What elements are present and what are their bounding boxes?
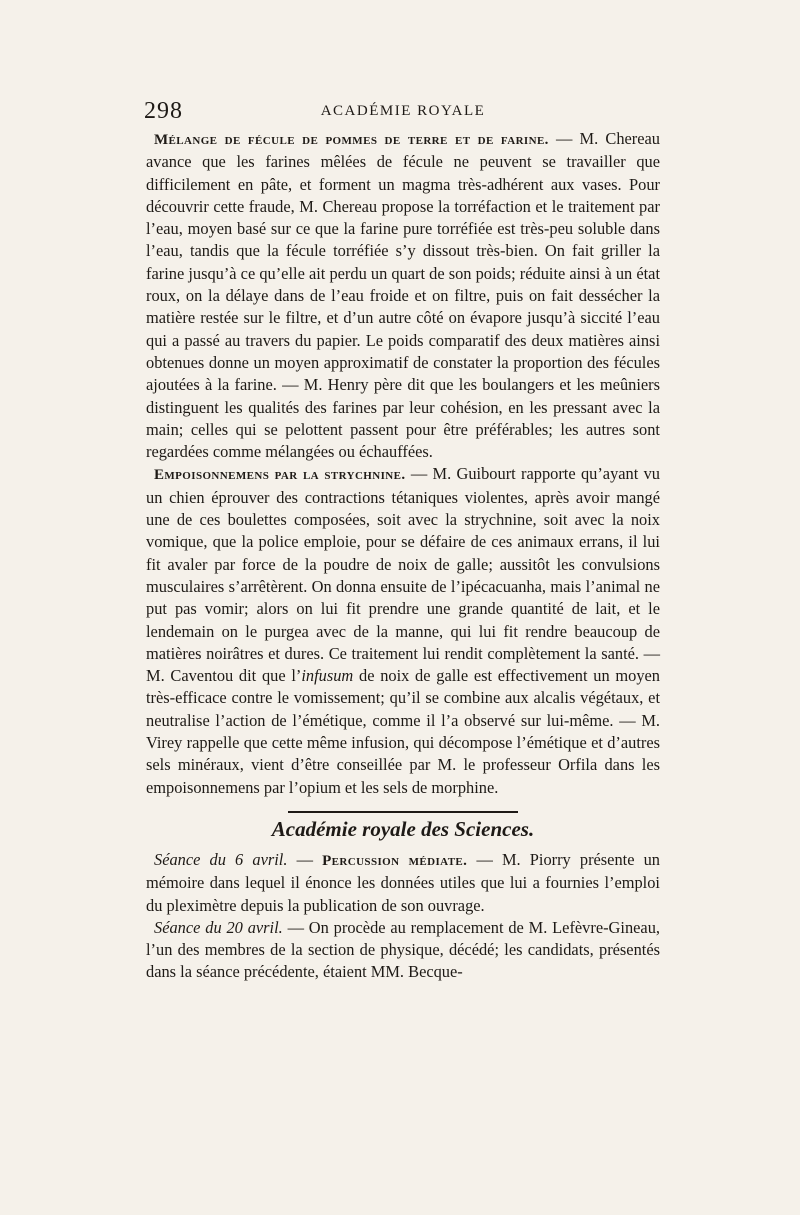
section-heading — [146, 811, 660, 843]
seance-date: Séance du 6 avril. — [154, 849, 288, 869]
page-number: 298 — [144, 98, 183, 124]
paragraph-seance-6-avril — [146, 849, 660, 917]
page-body — [146, 128, 660, 984]
paragraph-text: — On procède au remplacement de M. Lefèvre-Gineau, l’un des membres de la section de physique, décédé; les candidats, présentés dans la séance précédente, étaient MM. Becque- — [146, 917, 660, 982]
paragraph-text: — M. Guibourt rapporte qu’ayant vu un chien éprouver des contractions tétaniques violentes, après avoir mangé une de ces boulettes composées, soit avec la strychnine, soit avec la noix vomique, que la police emploie, pour se défaire de ces animaux errans, il lui fit avaler par force de la poudre de noix de galle; aussitôt les convulsions musculaires s’arrêtèrent. On donna ensuite de l’ipécacuanha, mais l’animal ne put pas vomir; alors on lui fit prendre une grande quantité de lait, et le lendemain on le purgea avec de la manne, qui lui fit rendre beaucoup de matières noirâtres et dures. Ce traitement lui rendit complètement la santé. — M. Caventou dit que l’ — [146, 464, 660, 686]
dash-separator: — — [287, 849, 323, 869]
paragraph-fecule — [146, 128, 660, 463]
paragraph-seance-20-avril — [146, 917, 660, 984]
italic-term: infusum — [301, 666, 354, 686]
paragraph-heading: Empoisonnemens par la strychnine. — [154, 467, 406, 484]
paragraph-text: — M. Chereau avance que les farines mêlées de fécule ne peuvent se travailler que difficilement en pâte, et forment un magma très-adhérent aux vases. Pour découvrir cette fraude, M. Chereau propose la torréfaction et le traitement par l’eau, moyen basé sur ce que la farine pure torréfiée est très-peu soluble dans l’eau, tandis que la fécule torréfiée s’y dissout très-bien. On fait griller la farine jusqu’à ce qu’elle ait perdu un quart de son poids; réduite ainsi à un état roux, on la délaye dans de l’eau froide et on filtre, puis on fait dessécher la matière restée sur le filtre, et d’un autre côté on évapore jusqu’à siccité l’eau qui a passé au travers du papier. Le poids comparatif des deux matières ainsi obtenues donne un moyen approximatif de constater la proportion des fécules ajoutées à la farine. — M. Henry père dit que les boulangers et les meûniers distinguent les qualités des farines par leur cohésion, en les pressant avec la main; celles qui se pelottent passent pour être préférables; les autres sont regardées comme mélangées ou échauffées. — [146, 129, 660, 462]
paragraph-heading: Mélange de fécule de pommes de terre et de farine. — [154, 132, 549, 148]
page-header — [144, 98, 662, 128]
section-title: Académie royale des Sciences. — [271, 816, 535, 841]
paragraph-heading: Percussion médiate. — [322, 852, 468, 869]
seance-date: Séance du 20 avril. — [154, 917, 283, 937]
paragraph-strychnine — [146, 463, 660, 798]
paragraph-text: de noix de galle est effectivement un moyen très-efficace contre le vomissement; qu’il se combine aux alcalis végétaux, et neutralise l’action de l’émétique, comme il l’a observé sur lui-même. — M. Virey rappelle que cette même infusion, qui décompose l’émétique et d’autres sels minéraux, vient d’être conseillée par M. le professeur Orfila dans les empoisonnemens par l’opium et les sels de morphine. — [146, 666, 660, 797]
running-title: ACADÉMIE ROYALE — [320, 103, 486, 119]
section-rule — [288, 811, 518, 813]
paragraph-text: — M. Piorry présente un mémoire dans lequel il énonce les données utiles que lui a fournies l’emploi du pleximètre depuis la publication de son ouvrage. — [146, 849, 660, 915]
